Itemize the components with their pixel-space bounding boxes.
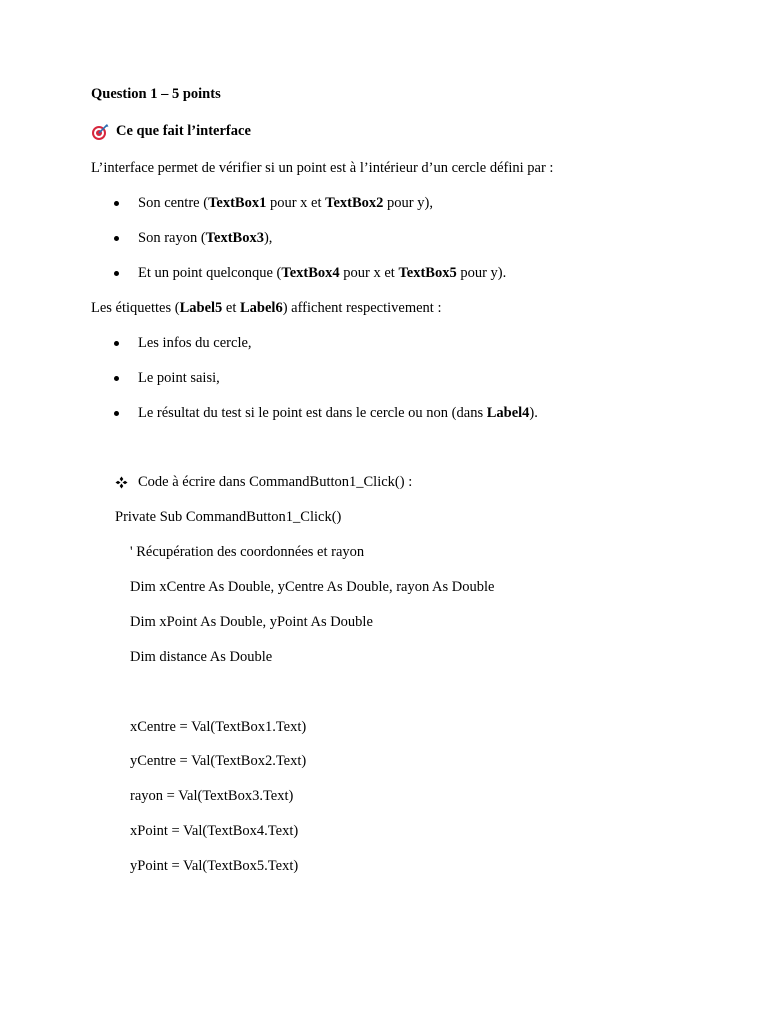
bullet-icon bbox=[114, 376, 119, 381]
intro-paragraph: L’interface permet de vérifier si un point est à l’intérieur d’un cercle défini par : bbox=[91, 160, 554, 176]
bullet-icon bbox=[114, 341, 119, 346]
bullet-icon bbox=[114, 271, 119, 276]
code-line: yCentre = Val(TextBox2.Text) bbox=[130, 753, 307, 769]
code-line: Dim distance As Double bbox=[130, 649, 273, 665]
bullet-icon bbox=[114, 201, 119, 206]
code-line: ' Récupération des coordonnées et rayon bbox=[130, 544, 365, 560]
labels-paragraph: Les étiquettes (Label5 et Label6) affichent respectivement : bbox=[91, 300, 442, 316]
list-item: Et un point quelconque (TextBox4 pour x et TextBox5 pour y). bbox=[138, 265, 507, 281]
list-item: Son rayon (TextBox3), bbox=[138, 230, 273, 246]
code-line: Private Sub CommandButton1_Click() bbox=[115, 509, 342, 525]
list-item: Le point saisi, bbox=[138, 370, 220, 386]
list-item: Son centre (TextBox1 pour x et TextBox2 pour y), bbox=[138, 195, 433, 211]
code-line: xCentre = Val(TextBox1.Text) bbox=[130, 719, 307, 735]
bullet-icon bbox=[114, 411, 119, 416]
code-heading: Code à écrire dans CommandButton1_Click() : bbox=[138, 474, 413, 490]
code-line: xPoint = Val(TextBox4.Text) bbox=[130, 823, 299, 839]
code-line: Dim xCentre As Double, yCentre As Double, rayon As Double bbox=[130, 579, 495, 595]
code-line: yPoint = Val(TextBox5.Text) bbox=[130, 858, 299, 874]
list-item: Le résultat du test si le point est dans le cercle ou non (dans Label4). bbox=[138, 405, 538, 421]
list-item: Les infos du cercle, bbox=[138, 335, 252, 351]
question-title: Question 1 – 5 points bbox=[91, 86, 221, 102]
code-line: Dim xPoint As Double, yPoint As Double bbox=[130, 614, 373, 630]
target-icon bbox=[91, 123, 109, 141]
diamond-bullet-icon bbox=[115, 476, 128, 489]
section-heading: Ce que fait l’interface bbox=[116, 123, 251, 139]
code-line: rayon = Val(TextBox3.Text) bbox=[130, 788, 294, 804]
bullet-icon bbox=[114, 236, 119, 241]
